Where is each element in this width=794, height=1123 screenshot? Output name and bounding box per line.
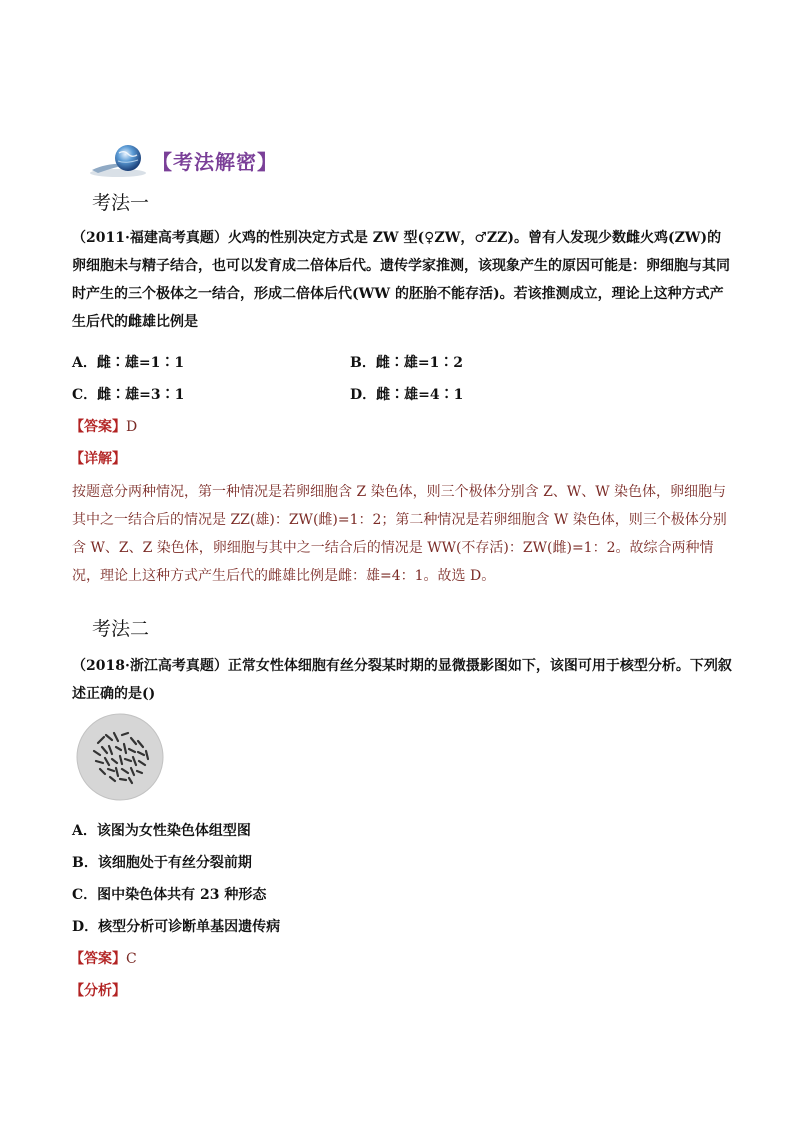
question-stem-2: （2018·浙江高考真题）正常女性体细胞有丝分裂某时期的显微摄影图如下，该图可用于核型分析。下列叙述正确的是(): [72, 658, 732, 702]
option-b-2: B．该细胞处于有丝分裂前期: [72, 855, 252, 871]
question-heading-1: 考法一: [92, 192, 150, 214]
option-a-2: A．该图为女性染色体组型图: [72, 823, 251, 839]
chromosome-micrograph: [76, 713, 164, 801]
option-d-1: D．雌∶雄=4∶1: [350, 387, 464, 403]
option-c-1: C．雌∶雄=3∶1: [72, 387, 185, 403]
question-heading-2: 考法二: [92, 618, 150, 640]
answer-label-1: [70, 416, 137, 436]
analysis-label-2: 【分析】: [70, 983, 126, 999]
answer-label-text-2: 【答案】: [70, 951, 126, 967]
option-d-2: D．核型分析可诊断单基因遗传病: [72, 919, 281, 935]
section-title: 【考法解密】: [152, 150, 278, 174]
option-b-1: B．雌∶雄=1∶2: [350, 355, 464, 371]
option-c-2: C．图中染色体共有 23 种形态: [72, 887, 267, 903]
answer-value-2: C: [126, 951, 137, 967]
option-a-1: A．雌∶雄=1∶1: [72, 355, 185, 371]
detail-text-1: 按题意分两种情况，第一种情况是若卵细胞含 Z 染色体，则三个极体分别含 Z、W、W 染色体，卵细胞与其中之一结合后的情况是 ZZ(雄)：ZW(雌)=1：2；第二种情况是若卵细胞含 W 染色体，则三个极体分别含 W、Z、Z 染色体，卵细胞与其中之一结合后的情况是 WW(不存活)：ZW(雌)=1：2。故综合两种情况，理论上这种方式产生后代的雌雄比例是雌：雄=4：1。故选 D。: [72, 484, 727, 584]
detail-label-1: 【详解】: [70, 451, 126, 467]
answer-value-1: D: [126, 419, 138, 435]
globe-swoosh-icon: [88, 140, 150, 180]
question-stem-1: （2011·福建高考真题）火鸡的性别决定方式是 ZW 型(♀ZW，♂ZZ)。曾有人发现少数雌火鸡(ZW)的卵细胞未与精子结合，也可以发育成二倍体后代。遗传学家推测，该现象产生的原因可能是：卵细胞与其同时产生的三个极体之一结合，形成二倍体后代(WW 的胚胎不能存活)。若该推测成立，理论上这种方式产生后代的雌雄比例是: [72, 230, 730, 330]
answer-label-text-1: 【答案】: [70, 419, 126, 435]
answer-label-2: [70, 948, 137, 968]
